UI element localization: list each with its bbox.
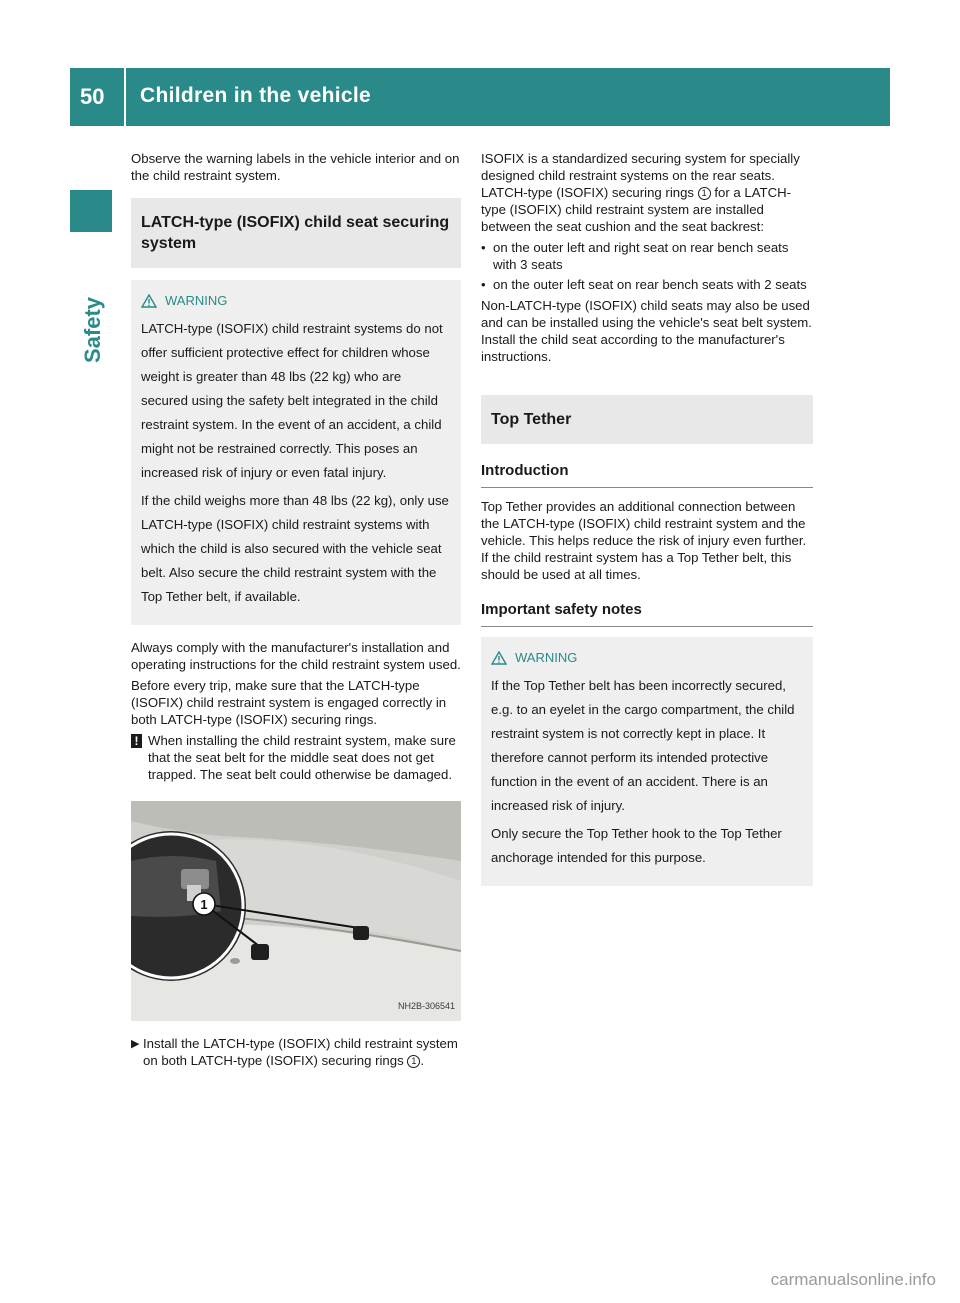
- warning-triangle-icon: [141, 294, 157, 308]
- image-code: NH2B-306541: [397, 1001, 455, 1011]
- callout-number: 1: [200, 897, 208, 912]
- body-paragraph: Top Tether provides an additional connection between the LATCH-type (ISOFIX) child restraint system and the vehicle. This helps reduce the risk of injury even further. If the child restraint system has a Top Tether belt, this should be used at all times.: [481, 499, 807, 582]
- section-header-latch: [131, 198, 461, 268]
- instruction-step: [131, 1035, 461, 1069]
- list-item: • on the outer left seat on rear bench seats with 2 seats: [481, 276, 813, 293]
- section-header-top-tether: [481, 395, 813, 444]
- warning-text: Only secure the Top Tether hook to the Top Tether anchorage intended for this purpose.: [491, 826, 782, 865]
- warning-label: WARNING: [515, 650, 578, 665]
- step-arrow-icon: ▶: [131, 1038, 140, 1050]
- warning-box-top-tether: [481, 637, 813, 886]
- step-end: .: [420, 1053, 425, 1068]
- page-number: 50: [80, 84, 105, 109]
- section-title-top-tether: Top Tether: [491, 411, 572, 428]
- exclamation-icon: !: [131, 734, 142, 748]
- warning-triangle-icon: [491, 651, 507, 665]
- header-divider: [124, 68, 126, 126]
- right-column: [481, 150, 813, 900]
- warning-text: LATCH-type (ISOFIX) child restraint systems do not offer sufficient protective effect for children whose weight is greater than 48 lbs (22 kg) who are secured using the safety belt integrated in the child restraint system. In the event of an accident, a child might not be restrained correctly. This poses an increased risk of injury or even fatal injury.: [141, 321, 443, 480]
- intro-paragraph: Observe the warning labels in the vehicle interior and on the child restraint system.: [131, 151, 460, 183]
- warning-text: If the child weighs more than 48 lbs (22 kg), only use LATCH-type (ISOFIX) child restraint systems with which the child is also secured with the vehicle seat belt. Also secure the child restraint system with the Top Tether belt, if available.: [141, 493, 449, 604]
- seat-position-list: [481, 239, 813, 293]
- warning-header: [141, 292, 451, 309]
- isofix-photo-illustration: [131, 801, 461, 1021]
- subheading-introduction: Introduction: [481, 462, 813, 488]
- isofix-photo: [131, 801, 461, 1021]
- callout-ref: 1: [407, 1055, 420, 1068]
- body-paragraph: Non-LATCH-type (ISOFIX) child seats may also be used and can be installed using the vehicle's seat belt system. Install the child seat according to the manufacturer's instructions.: [481, 298, 812, 364]
- side-tab-label: Safety: [80, 296, 105, 364]
- warning-header: [491, 649, 803, 666]
- warning-label: WARNING: [165, 293, 228, 308]
- isofix-paragraph: [481, 150, 813, 235]
- body-paragraph: Always comply with the manufacturer's installation and operating instructions for the child restraint system used.: [131, 640, 461, 672]
- subheading-safety-notes: Important safety notes: [481, 601, 813, 627]
- site-watermark: carmanualsonline.info: [770, 1270, 936, 1289]
- section-title-latch: LATCH-type (ISOFIX) child seat securing system: [141, 214, 450, 252]
- list-item: • on the outer left and right seat on rear bench seats with 3 seats: [481, 239, 813, 273]
- callout-ref: 1: [698, 187, 711, 200]
- warning-box-latch: [131, 280, 461, 625]
- note-block: [131, 732, 461, 783]
- left-column: [131, 150, 461, 1069]
- step-text-wrap: [143, 1035, 461, 1069]
- body-paragraph: Before every trip, make sure that the LATCH-type (ISOFIX) child restraint system is engaged correctly in both LATCH-type (ISOFIX) securing rings.: [131, 678, 447, 727]
- chapter-title: Children in the vehicle: [140, 84, 371, 107]
- side-tab-marker: [70, 190, 112, 232]
- note-text: When installing the child restraint system, make sure that the seat belt for the middle seat does not get trapped. The seat belt could otherwise be damaged.: [148, 733, 456, 782]
- isofix-text-a: ISOFIX is a standardized securing system for specially designed child restraint systems on the rear seats. LATCH-type (ISOFIX) securing rings: [481, 151, 800, 200]
- step-text: Install the LATCH-type (ISOFIX) child restraint system on both LATCH-type (ISOFIX) securing rings: [143, 1036, 458, 1068]
- warning-text: If the Top Tether belt has been incorrectly secured, e.g. to an eyelet in the cargo compartment, the child restraint system is not correctly kept in place. It therefore cannot perform its intended protective function in the event of an accident. There is an increased risk of injury.: [491, 678, 795, 813]
- isofix-text-b: for a LATCH-type (ISOFIX) child restraint system are installed between the seat cushion and the seat backrest:: [481, 185, 792, 234]
